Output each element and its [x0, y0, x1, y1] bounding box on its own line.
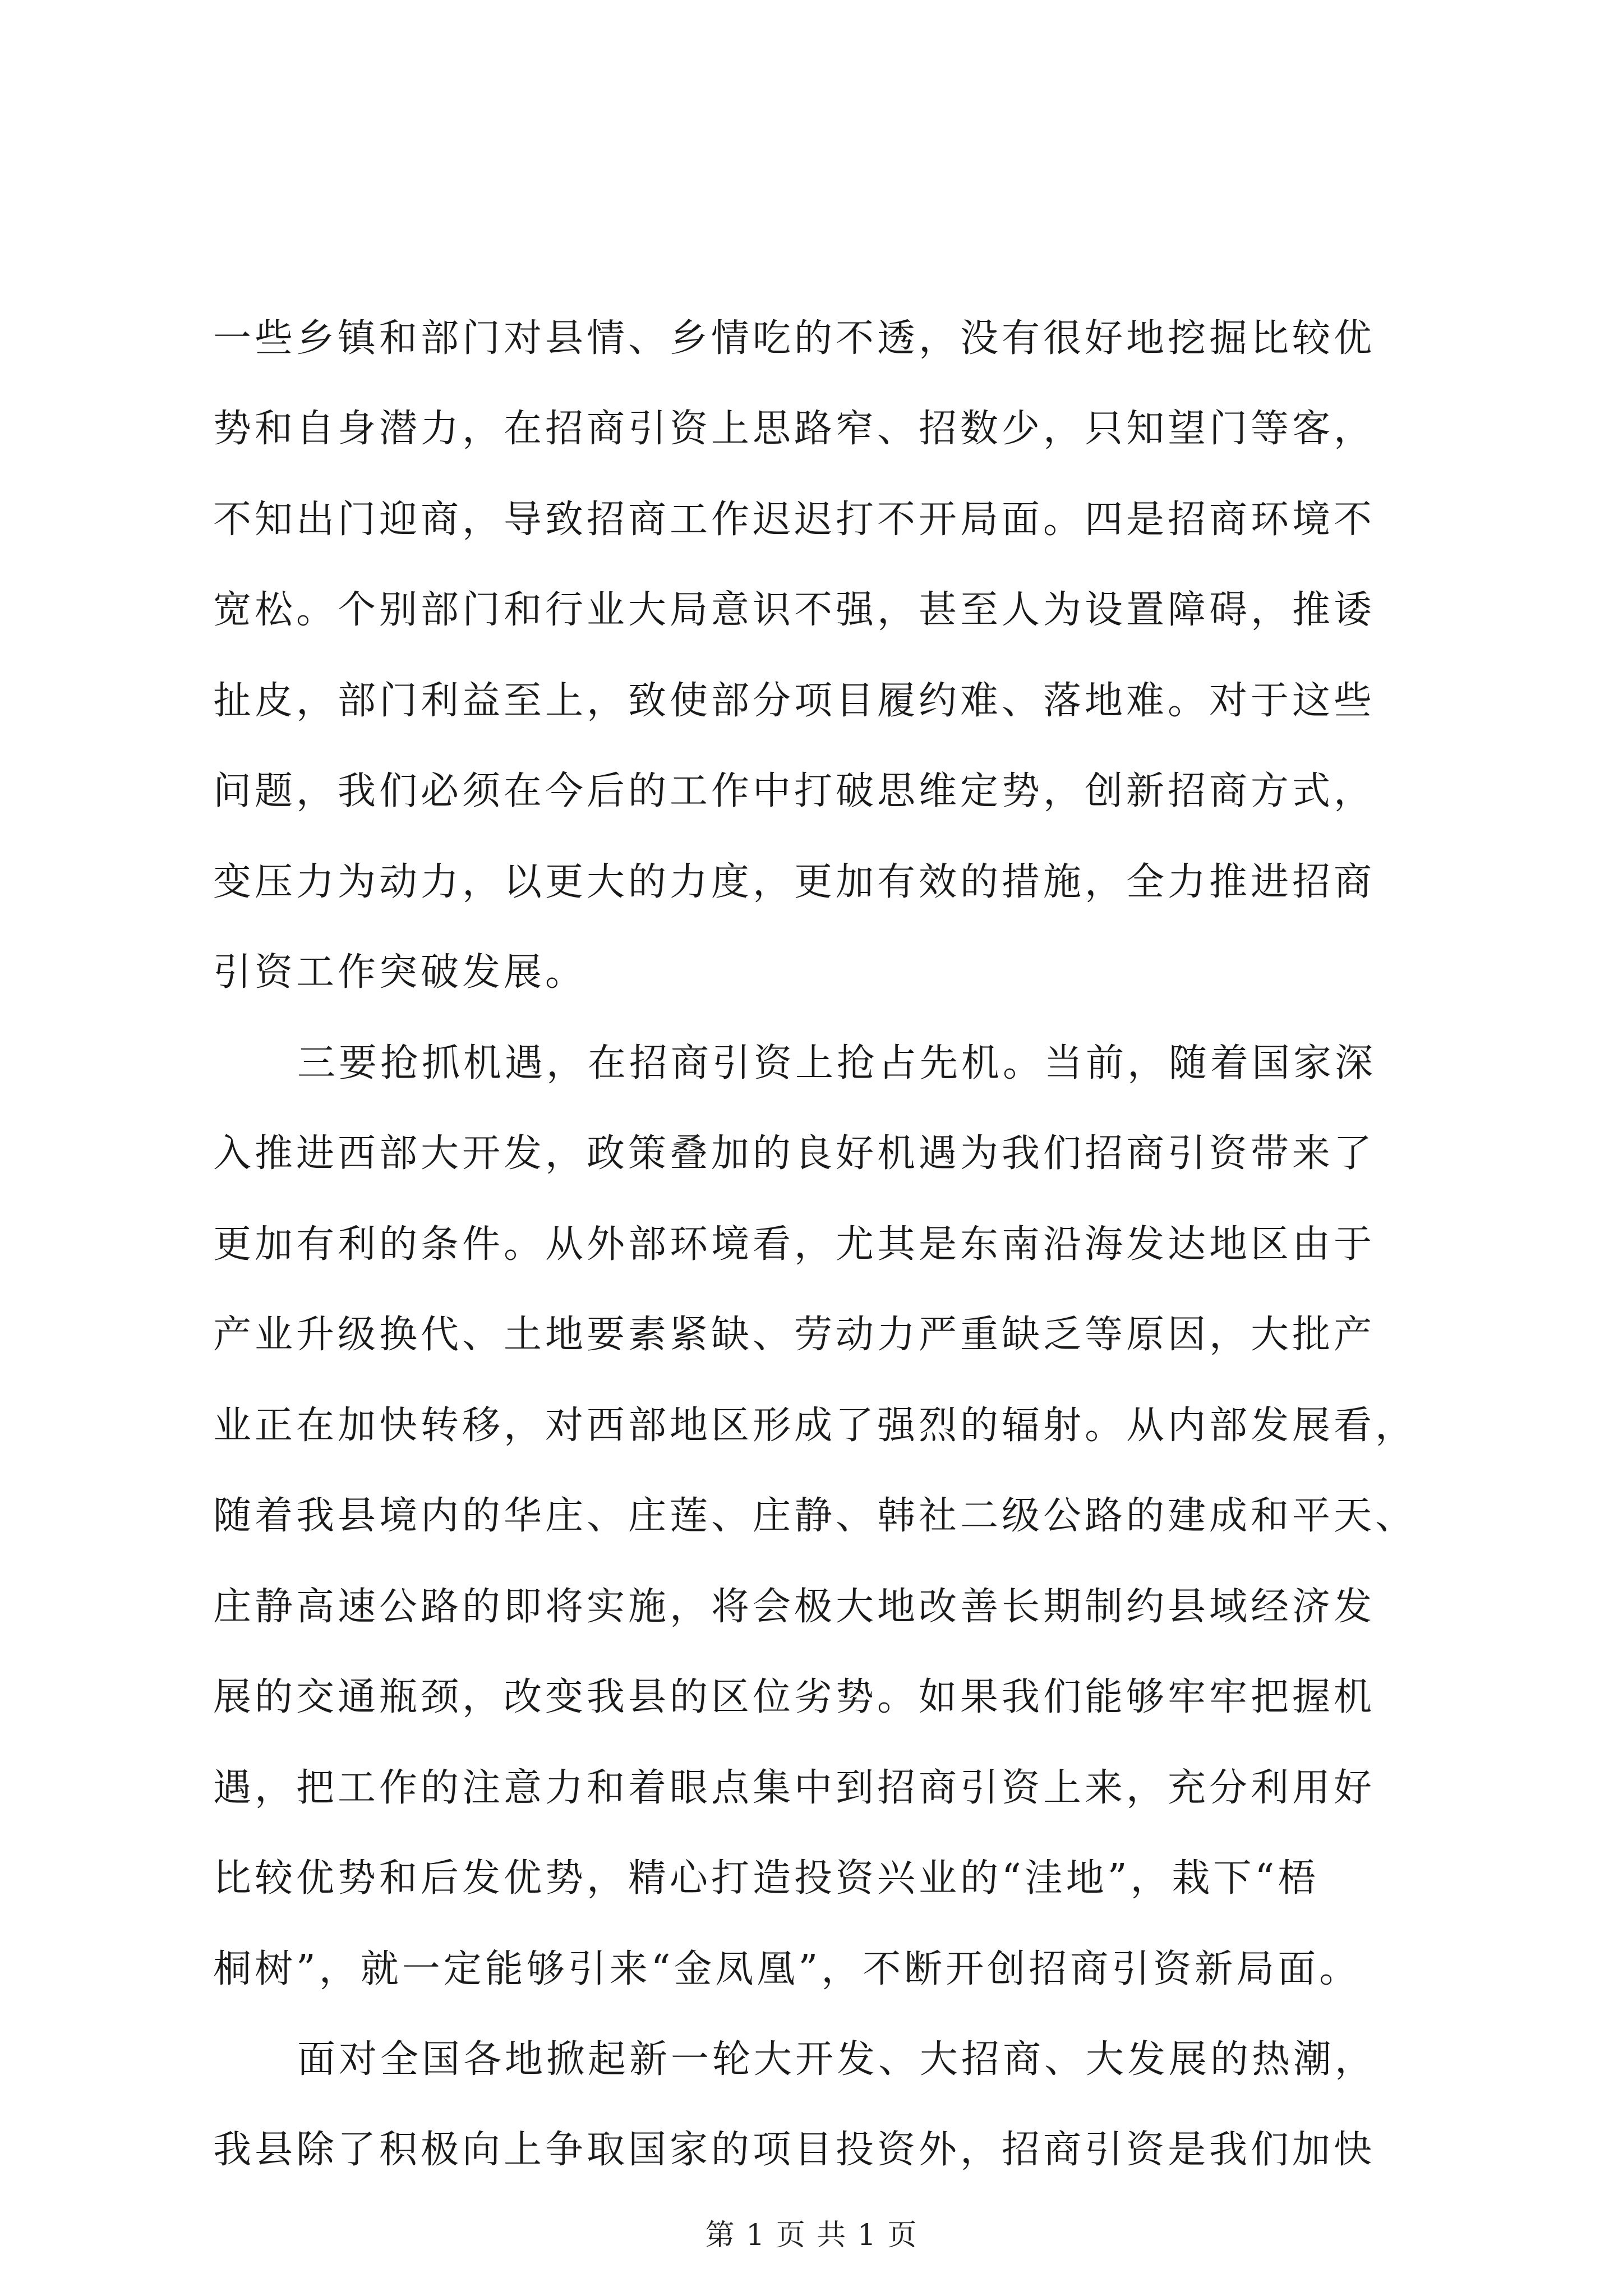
paragraph-first-line: 三要抢抓机遇，在招商引资上抢占先机。当前，随着国家深 — [297, 1041, 1377, 1085]
text-line: 入推进西部大开发，政策叠加的良好机遇为我们招商引资带来了 — [213, 1131, 1376, 1176]
text-line: 变压力为动力，以更大的力度，更加有效的措施，全力推进招商 — [213, 860, 1376, 904]
text-line: 桐树”，就一定能够引来“金凤凰”，不断开创招商引资新局面。 — [213, 1947, 1361, 1991]
text-line: 不知出门迎商，导致招商工作迟迟打不开局面。四是招商环境不 — [213, 498, 1376, 542]
paragraph-first-line: 面对全国各地掀起新一轮大开发、大招商、大发展的热潮， — [297, 2037, 1377, 2082]
text-line: 势和自身潜力，在招商引资上思路窄、招数少，只知望门等客， — [213, 407, 1376, 451]
text-line: 宽松。个别部门和行业大局意识不强，甚至人为设置障碍，推诿 — [213, 588, 1376, 632]
text-line: 更加有利的条件。从外部环境看，尤其是东南沿海发达地区由于 — [213, 1222, 1376, 1267]
text-line: 扯皮，部门利益至上，致使部分项目履约难、落地难。对于这些 — [213, 679, 1376, 723]
text-line: 引资工作突破发展。 — [213, 950, 587, 995]
text-line: 问题，我们必须在今后的工作中打破思维定势，创新招商方式， — [213, 769, 1376, 813]
text-line: 业正在加快转移，对西部地区形成了强烈的辐射。从内部发展看， — [213, 1404, 1417, 1448]
text-line: 展的交通瓶颈，改变我县的区位劣势。如果我们能够牢牢把握机 — [213, 1675, 1376, 1719]
text-line: 我县除了积极向上争取国家的项目投资外，招商引资是我们加快 — [213, 2128, 1376, 2172]
page-number-footer: 第 1 页 共 1 页 — [705, 2219, 918, 2252]
text-line: 随着我县境内的华庄、庄莲、庄静、韩社二级公路的建成和平天、 — [213, 1494, 1417, 1538]
text-line: 一些乡镇和部门对县情、乡情吃的不透，没有很好地挖掘比较优 — [213, 316, 1376, 361]
text-line: 遇，把工作的注意力和着眼点集中到招商引资上来，充分利用好 — [213, 1766, 1376, 1810]
text-line: 产业升级换代、土地要素紧缺、劳动力严重缺乏等原因，大批产 — [213, 1313, 1376, 1357]
text-line: 比较优势和后发优势，精心打造投资兴业的“洼地”，栽下“梧 — [213, 1856, 1320, 1901]
text-line: 庄静高速公路的即将实施，将会极大地改善长期制约县域经济发 — [213, 1585, 1376, 1629]
